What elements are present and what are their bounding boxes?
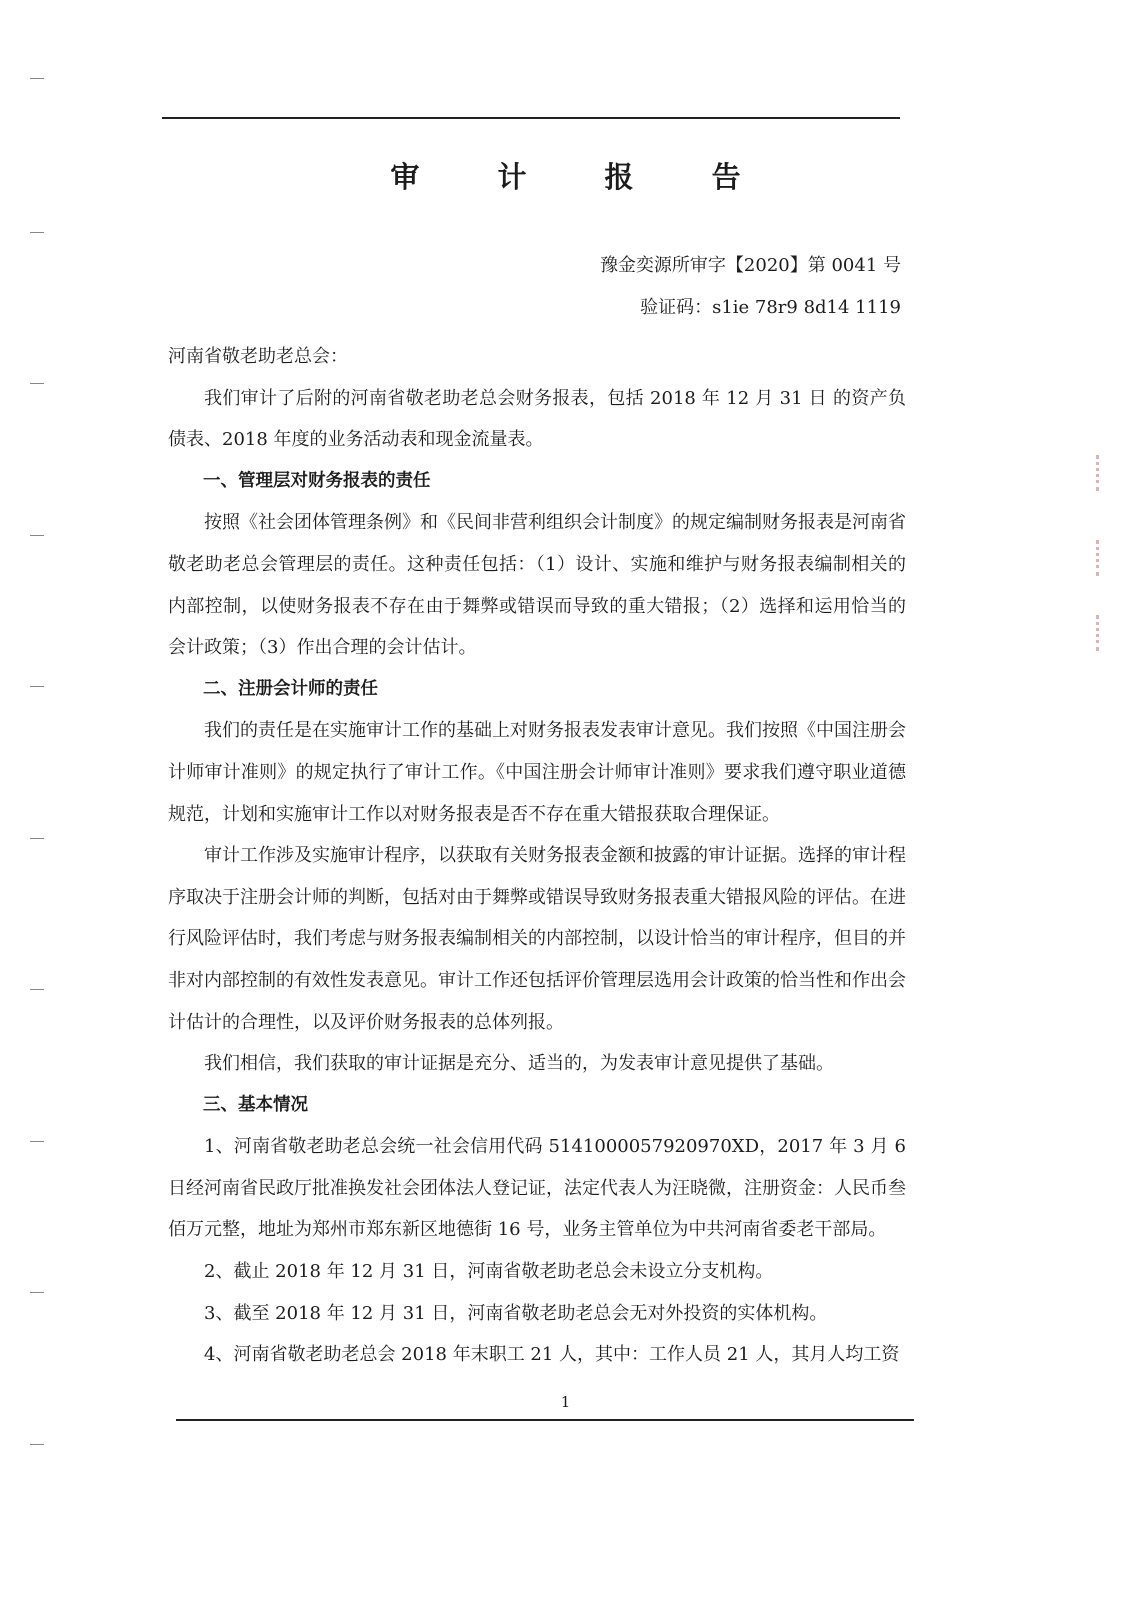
scan-margin-mark: [30, 78, 44, 79]
paragraph: 3、截至 2018 年 12 月 31 日，河南省敬老助老总会无对外投资的实体机构。: [204, 1302, 828, 1324]
addressee: 河南省敬老助老总会：: [168, 346, 348, 367]
scan-margin-mark: [30, 1292, 44, 1293]
section-heading: 三、基本情况: [203, 1094, 308, 1115]
page-number: 1: [560, 1393, 571, 1411]
seal-stamp-fragment: [1096, 615, 1111, 651]
scan-margin-mark: [30, 989, 44, 990]
intro-paragraph: 我们审计了后附的河南省敬老助老总会财务报表，包括 2018 年 12 月 31 日 的资产负债表、2018 年度的业务活动表和现金流量表。: [168, 387, 906, 451]
verification-code: 验证码：s1ie 78r9 8d14 1119: [640, 297, 901, 318]
scan-margin-mark: [30, 838, 44, 839]
seal-stamp-fragment: [1096, 455, 1111, 491]
scan-margin-mark: [30, 1444, 44, 1445]
paragraph: 1、河南省敬老助老总会统一社会信用代码 5141000057920970XD，2017 年 3 月 6 日经河南省民政厅批准换发社会团体法人登记证，法定代表人为汪晓微，注册资金：人民币叁佰万元整，地址为郑州市郑东新区地德街 16 号，业务主管单位为中共河南省委老干部局。: [168, 1136, 906, 1241]
paragraph: 我们相信，我们获取的审计证据是充分、适当的，为发表审计意见提供了基础。: [204, 1053, 834, 1075]
reference-number: 豫金奕源所审字【2020】第 0041 号: [599, 255, 901, 276]
scan-margin-mark: [30, 232, 44, 233]
paragraph: 我们的责任是在实施审计工作的基础上对财务报表发表审计意见。我们按照《中国注册会计师审计准则》的规定执行了审计工作。《中国注册会计师审计准则》要求我们遵守职业道德规范，计划和实施审计工作以对财务报表是否不存在重大错报获取合理保证。: [168, 720, 906, 825]
section-heading: 一、管理层对财务报表的责任: [203, 470, 431, 491]
scan-margin-mark: [30, 383, 44, 384]
paragraph: 4、河南省敬老助老总会 2018 年末职工 21 人，其中：工作人员 21 人，其月人均工资: [204, 1344, 900, 1366]
footer-rule: [176, 1419, 914, 1421]
section-heading: 二、注册会计师的责任: [203, 678, 378, 699]
scan-margin-mark: [30, 686, 44, 687]
header-rule: [162, 117, 900, 119]
scan-margin-mark: [30, 535, 44, 536]
seal-stamp-fragment: [1096, 540, 1111, 576]
report-body: [168, 336, 906, 1376]
paragraph: 审计工作涉及实施审计程序，以获取有关财务报表金额和披露的审计证据。选择的审计程序取决于注册会计师的判断，包括对由于舞弊或错误导致财务报表重大错报风险的评估。在进行风险评估时，我们考虑与财务报表编制相关的内部控制，以设计恰当的审计程序，但目的并非对内部控制的有效性发表意见。审计工作还包括评价管理层选用会计政策的恰当性和作出会计估计的合理性，以及评价财务报表的总体列报。: [168, 845, 906, 1033]
paragraph: 按照《社会团体管理条例》和《民间非营利组织会计制度》的规定编制财务报表是河南省敬老助老总会管理层的责任。这种责任包括：（1）设计、实施和维护与财务报表编制相关的内部控制，以使财务报表不存在由于舞弊或错误而导致的重大错报；（2）选择和运用恰当的会计政策；（3）作出合理的会计估计。: [168, 512, 906, 659]
page-title: 审 计 报 告: [390, 160, 775, 194]
scan-margin-mark: [30, 1141, 44, 1142]
paragraph: 2、截止 2018 年 12 月 31 日，河南省敬老助老总会未设立分支机构。: [204, 1261, 774, 1283]
